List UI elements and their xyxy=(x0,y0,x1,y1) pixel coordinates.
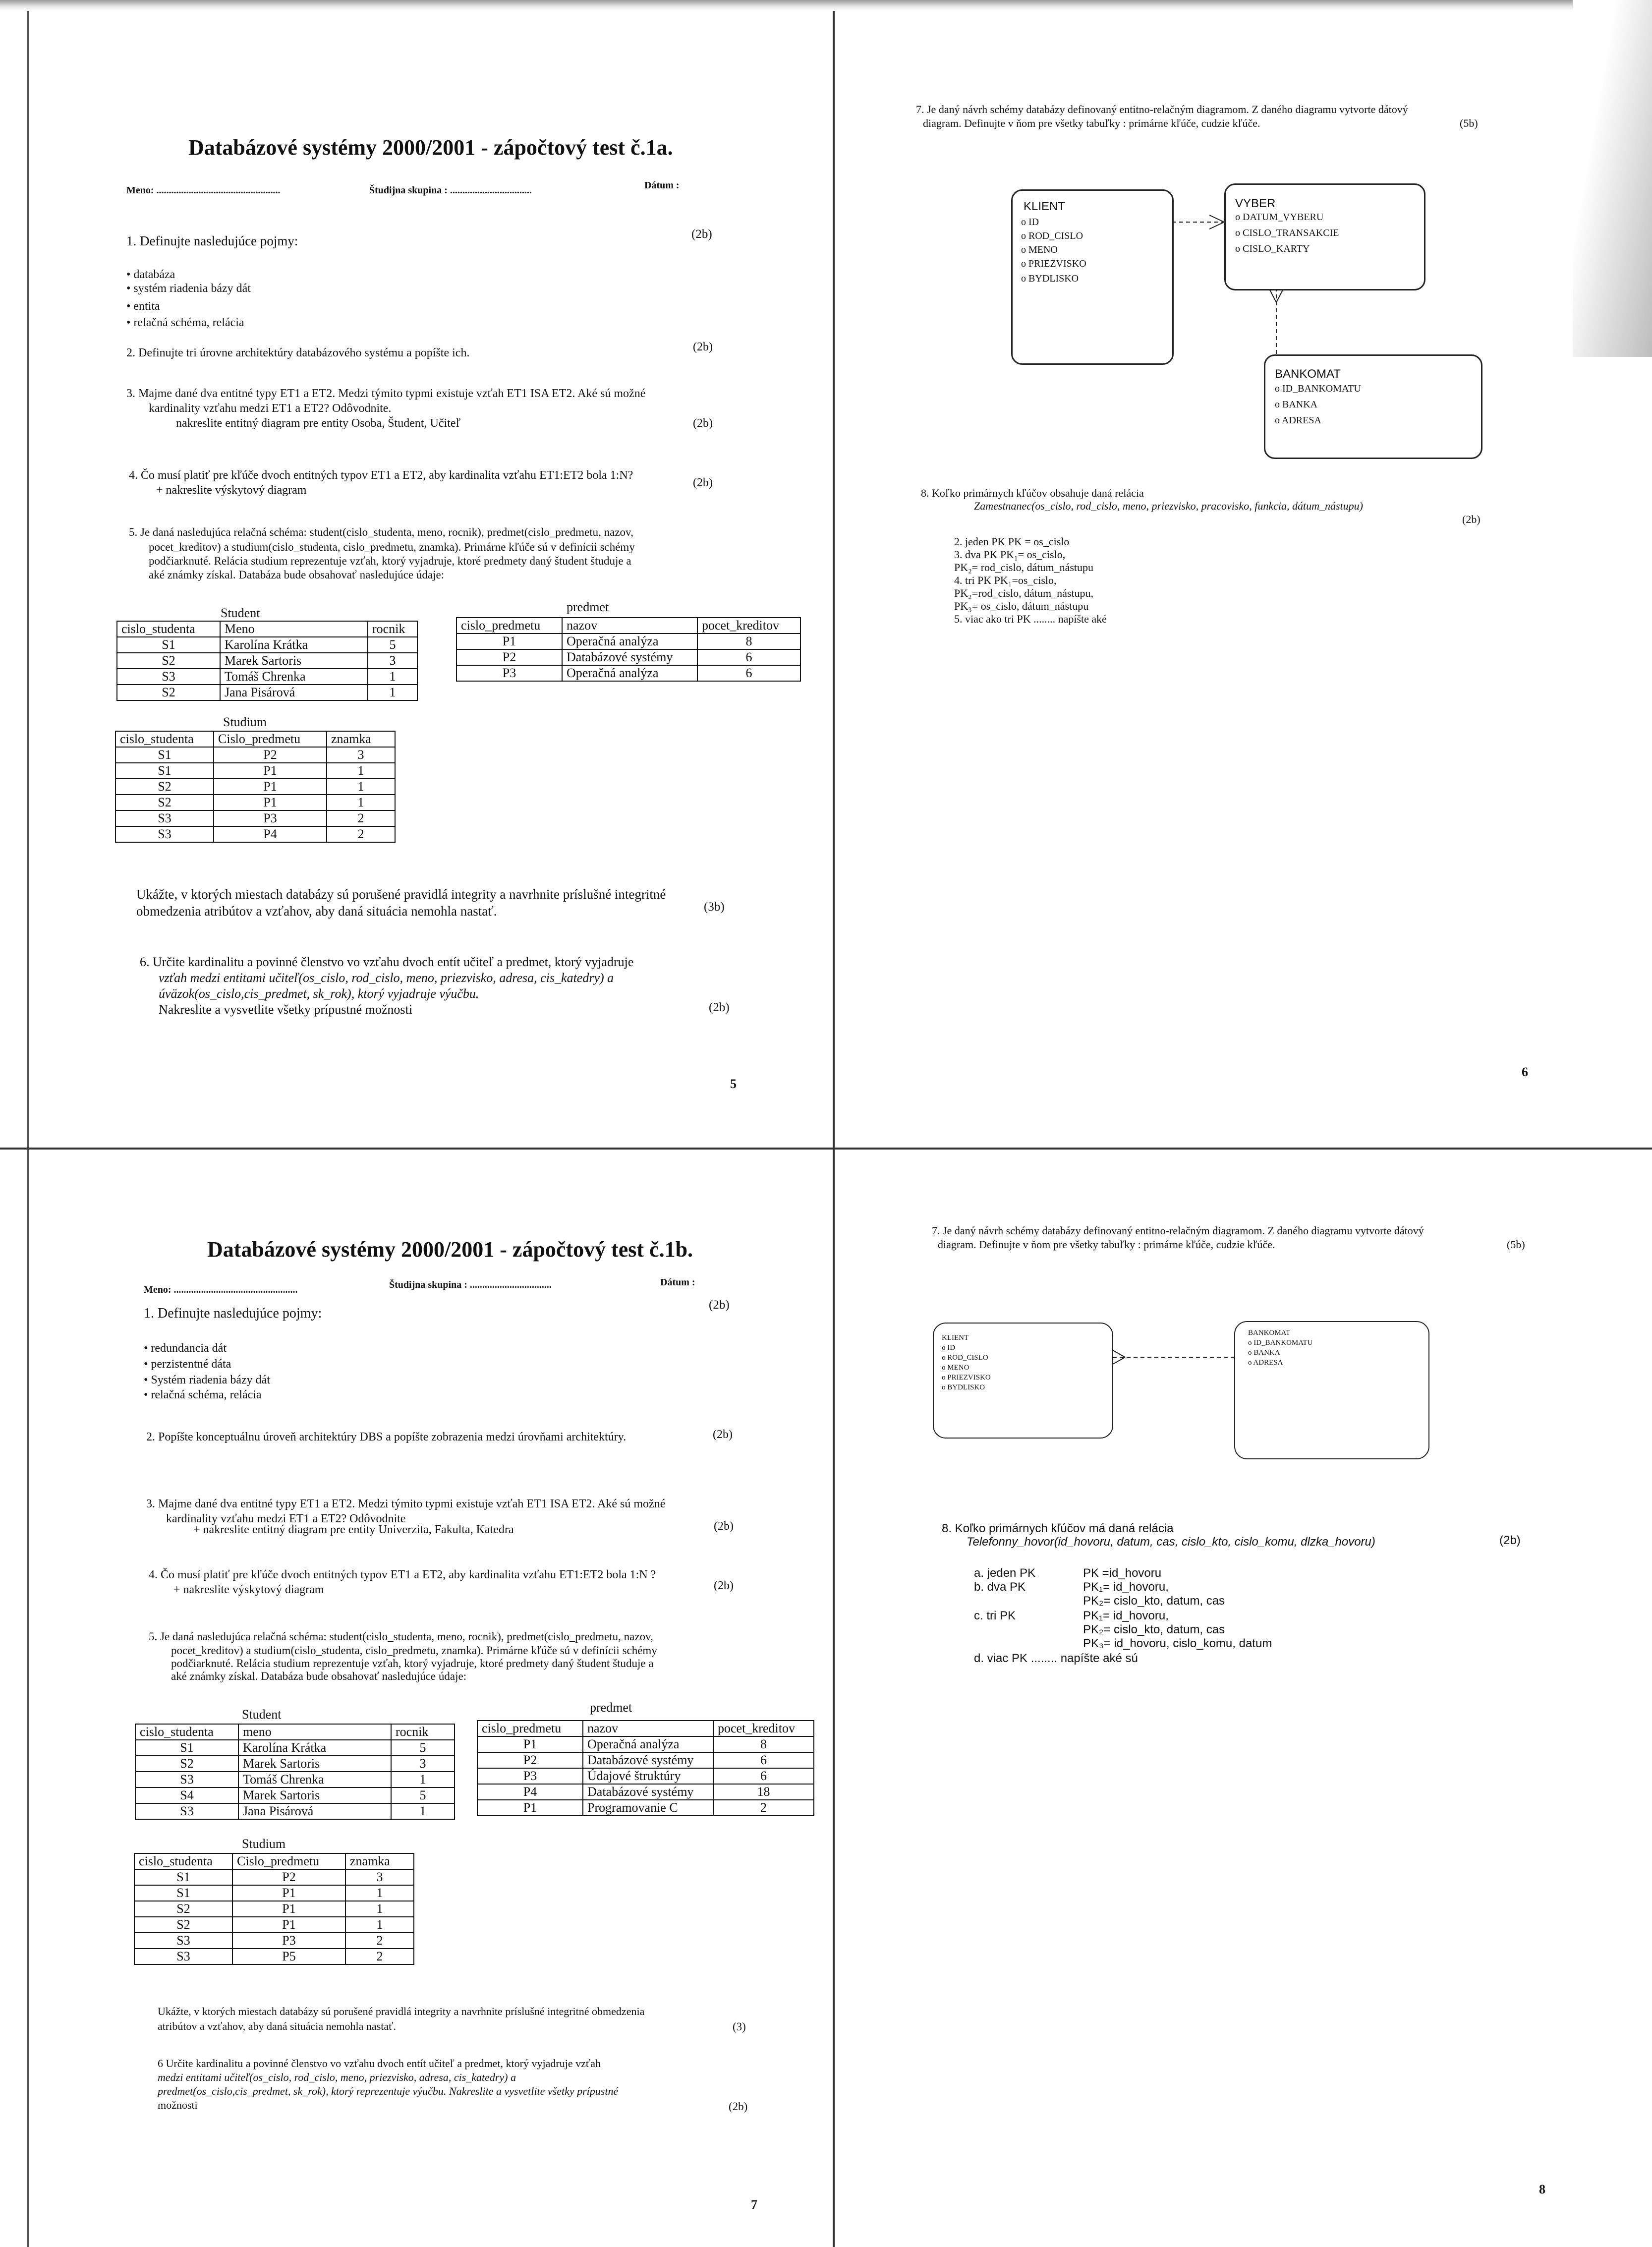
table-cell: Databázové systémy xyxy=(583,1752,713,1768)
question-7-line: diagram. Definujte v ňom pre všetky tabuľky : primárne kľúče, cudzie kľúče. xyxy=(938,1238,1275,1251)
studium-table-caption: Studium xyxy=(223,715,267,729)
studium-table xyxy=(134,1853,414,1965)
q3-points: (2b) xyxy=(693,417,713,430)
table-cell: 5 xyxy=(368,637,417,653)
entity-attribute: o CISLO_KARTY xyxy=(1235,243,1310,254)
table-row xyxy=(115,763,395,779)
entity-title: KLIENT xyxy=(942,1334,969,1342)
table-cell: S3 xyxy=(134,1949,232,1964)
table-row xyxy=(115,826,395,842)
q8-option-value: PK₃= id_hovoru, cislo_komu, datum xyxy=(1083,1637,1272,1650)
question-7-line: 7. Je daný návrh schémy databázy definovaný entitno-relačným diagramom. Z daného diagramu vytvorte dátový xyxy=(932,1224,1424,1237)
question-8-line: 8. Koľko primárnych kľúčov obsahuje daná relácia xyxy=(921,487,1144,499)
table-cell: S3 xyxy=(134,1933,232,1949)
table-cell: 2 xyxy=(345,1933,414,1949)
question-6-line: predmet(os_cislo,cis_predmet, sk_rok), ktorý reprezentuje výučbu. Nakreslite a vysvetlite všetky prípustné xyxy=(158,2085,619,2097)
column-header: Cislo_predmetu xyxy=(214,731,327,747)
q2-points: (2b) xyxy=(713,1428,733,1441)
table-cell: 1 xyxy=(327,795,395,810)
column-header: cislo_studenta xyxy=(135,1724,238,1740)
q8-option-label: b. dva PK xyxy=(974,1580,1026,1594)
q1-item: • relačná schéma, relácia xyxy=(144,1388,262,1401)
table-cell: S2 xyxy=(115,795,214,810)
table-cell: S1 xyxy=(134,1885,232,1901)
column-header: rocnik xyxy=(368,621,417,637)
student-table-caption: Student xyxy=(242,1707,282,1722)
table-row xyxy=(456,649,800,665)
predmet-table xyxy=(456,617,801,682)
table-row xyxy=(477,1768,814,1784)
column-header: nazov xyxy=(562,618,697,634)
q1-item: • redundancia dát xyxy=(144,1342,227,1355)
question-6-line: vzťah medzi entitami učiteľ(os_cislo, rod_cislo, meno, priezvisko, adresa, cis_katedry) a xyxy=(159,971,614,985)
table-header-row xyxy=(135,1724,455,1740)
table-cell: 2 xyxy=(345,1949,414,1964)
table-cell: P2 xyxy=(456,649,562,665)
q1-points: (2b) xyxy=(709,1298,730,1312)
question-3-line: kardinality vzťahu medzi ET1 a ET2? Odôvodnite. xyxy=(149,402,392,415)
table-cell: 3 xyxy=(391,1756,455,1772)
table-cell: Operačná analýza xyxy=(562,634,697,649)
entity-attribute: o MENO xyxy=(1021,244,1058,255)
question-6-line: úväzok(os_cislo,cis_predmet, sk_rok), ktorý vyjadruje výučbu. xyxy=(159,986,479,1001)
table-cell: Operačná analýza xyxy=(583,1736,713,1752)
table-cell: Databázové systémy xyxy=(583,1784,713,1800)
table-row xyxy=(115,810,395,826)
table-cell: S1 xyxy=(135,1740,238,1756)
table-header-row xyxy=(115,731,395,747)
table-row xyxy=(477,1784,814,1800)
integrity-points: (3) xyxy=(733,2020,746,2033)
integrity-points: (3b) xyxy=(704,900,725,914)
table-cell: S1 xyxy=(134,1869,232,1885)
entity-attribute: o ADRESA xyxy=(1248,1359,1283,1367)
q1-item: • relačná schéma, relácia xyxy=(126,316,244,329)
table-row xyxy=(135,1740,455,1756)
q6-points: (2b) xyxy=(709,1001,730,1014)
table-cell: 18 xyxy=(713,1784,814,1800)
question-3-line: + nakreslite entitný diagram pre entity Univerzita, Fakulta, Katedra xyxy=(193,1523,514,1536)
table-cell: 3 xyxy=(368,653,417,669)
predmet-table xyxy=(477,1720,814,1816)
table-cell: Karolína Krátka xyxy=(238,1740,391,1756)
q8-option-value: PK₂= cislo_kto, datum, cas xyxy=(1083,1594,1225,1608)
question-5-line: pocet_kreditov) a studium(cislo_studenta, cislo_predmetu, znamka). Primárne kľúče sú v definícii schémy xyxy=(171,1644,657,1657)
student-table-caption: Student xyxy=(221,606,260,620)
entity-attribute: o PRIEZVISKO xyxy=(942,1374,991,1382)
question-4-line: 4. Čo musí platiť pre kľúče dvoch entitných typov ET1 a ET2, aby kardinalita vzťahu ET1:ET2 bola 1:N? xyxy=(129,469,633,482)
table-cell: 1 xyxy=(368,669,417,685)
table-row xyxy=(135,1803,455,1819)
entity-attribute: o ID_BANKOMATU xyxy=(1275,383,1361,394)
question-6-line: 6. Určite kardinalitu a povinné členstvo vo vzťahu dvoch entít učiteľ a predmet, ktorý vyjadruje xyxy=(140,955,634,969)
entity-title: BANKOMAT xyxy=(1275,367,1341,381)
table-cell: 8 xyxy=(713,1736,814,1752)
question-5-line: podčiarknuté. Relácia studium reprezentuje vzťah, ktorý vyjadruje, ktoré predmety daný študent študuje a xyxy=(149,555,631,567)
entity-attribute: o ID_BANKOMATU xyxy=(1248,1339,1313,1347)
q4-points: (2b) xyxy=(714,1579,734,1592)
question-6-line: možnosti xyxy=(158,2099,198,2111)
table-cell: 5 xyxy=(391,1740,455,1756)
entity-attribute: o BANKA xyxy=(1248,1349,1280,1357)
table-cell: S2 xyxy=(117,685,220,700)
table-cell: S2 xyxy=(115,779,214,795)
integrity-question-line: Ukážte, v ktorých miestach databázy sú porušené pravidlá integrity a navrhnite príslušné integritné xyxy=(136,887,666,902)
table-cell: 1 xyxy=(327,779,395,795)
q1-item: • entita xyxy=(126,300,160,313)
table-cell: S1 xyxy=(117,637,220,653)
q8-option-value: PK =id_hovoru xyxy=(1083,1566,1162,1580)
table-cell: Jana Pisárová xyxy=(238,1803,391,1819)
table-cell: 2 xyxy=(327,826,395,842)
meno-label: Meno: .................................................. xyxy=(144,1284,298,1295)
q1-item: • perzistentné dáta xyxy=(144,1358,231,1371)
table-cell: 1 xyxy=(391,1803,455,1819)
table-cell: P1 xyxy=(232,1885,345,1901)
table-row xyxy=(117,653,417,669)
entity-title: VYBER xyxy=(1235,197,1276,210)
table-cell: 6 xyxy=(697,649,800,665)
table-cell: 1 xyxy=(368,685,417,700)
q8-answer: PK₃= os_cislo, dátum_nástupu xyxy=(954,600,1089,612)
table-row xyxy=(135,1756,455,1772)
question-8-line: Zamestnanec(os_cislo, rod_cislo, meno, priezvisko, pracovisko, funkcia, dátum_nástupu) xyxy=(974,500,1363,512)
question-8-line: Telefonny_hovor(id_hovoru, datum, cas, cislo_kto, cislo_komu, dlzka_hovoru) xyxy=(967,1535,1375,1549)
q7-points: (5b) xyxy=(1460,117,1478,129)
entity-attribute: o PRIEZVISKO xyxy=(1021,258,1086,269)
entity-attribute: o DATUM_VYBERU xyxy=(1235,212,1324,223)
entity-attribute: o BYDLISKO xyxy=(1021,273,1079,284)
table-header-row xyxy=(456,618,800,634)
q6-points: (2b) xyxy=(729,2100,748,2113)
column-header: cislo_predmetu xyxy=(477,1721,583,1736)
question-2: 2. Popíšte konceptuálnu úroveň architektúry DBS a popíšte zobrazenia medzi úrovňami architektúry. xyxy=(146,1431,627,1443)
table-row xyxy=(134,1917,414,1933)
question-7-line: 7. Je daný návrh schémy databázy definovaný entitno-relačným diagramom. Z daného diagramu vytvorte dátový xyxy=(916,103,1408,115)
q2-points: (2b) xyxy=(693,341,713,353)
table-cell: P2 xyxy=(214,747,327,763)
q8-answer: PK₂=rod_cislo, dátum_nástupu, xyxy=(954,587,1094,599)
table-row xyxy=(134,1933,414,1949)
table-header-row xyxy=(117,621,417,637)
question-5-line: podčiarknuté. Relácia studium reprezentuje vzťah, ktorý vyjadruje, ktoré predmety daný študent študuje a xyxy=(171,1657,654,1670)
table-cell: P1 xyxy=(214,795,327,810)
question-3-line: nakreslite entitný diagram pre entity Osoba, Študent, Učiteľ xyxy=(176,417,461,430)
integrity-question-line: Ukážte, v ktorých miestach databázy sú porušené pravidlá integrity a navrhnite príslušné integritné obmedzenia xyxy=(158,2005,645,2017)
q8-option-value: PK₂= cislo_kto, datum, cas xyxy=(1083,1623,1225,1636)
question-4-line: 4. Čo musí platiť pre kľúče dvoch entitných typov ET1 a ET2, aby kardinalita vzťahu ET1:ET2 bola 1:N ? xyxy=(149,1568,656,1581)
table-row xyxy=(477,1752,814,1768)
table-cell: P1 xyxy=(477,1800,583,1816)
table-cell: Marek Sartoris xyxy=(238,1756,391,1772)
column-header: cislo_studenta xyxy=(117,621,220,637)
table-row xyxy=(134,1885,414,1901)
table-cell: S4 xyxy=(135,1787,238,1803)
table-cell: P2 xyxy=(232,1869,345,1885)
table-cell: Marek Sartoris xyxy=(238,1787,391,1803)
q8-answer: 2. jeden PK PK = os_cislo xyxy=(954,535,1070,548)
column-header: meno xyxy=(238,1724,391,1740)
q8-option-label: d. viac PK ........ napíšte aké sú xyxy=(974,1652,1138,1665)
table-cell: 8 xyxy=(697,634,800,649)
meno-label: Meno: .................................................. xyxy=(126,185,281,196)
table-row xyxy=(115,779,395,795)
page-title: Databázové systémy 2000/2001 - zápočtový test č.1a. xyxy=(188,135,673,160)
question-6-line: 6 Určite kardinalitu a povinné členstvo vo vzťahu dvoch entít učiteľ a predmet, ktorý vyjadruje vzťah xyxy=(158,2057,601,2070)
table-cell: S2 xyxy=(117,653,220,669)
table-cell: P3 xyxy=(214,810,327,826)
q8-option-value: PK₁= id_hovoru, xyxy=(1083,1609,1169,1622)
skupina-label: Študijna skupina : ................................. xyxy=(389,1279,552,1290)
predmet-table-caption: predmet xyxy=(590,1700,632,1715)
table-cell: S3 xyxy=(135,1772,238,1787)
table-row xyxy=(477,1800,814,1816)
page-number: 7 xyxy=(751,2197,757,2212)
question-3-line: 3. Majme dané dva entitné typy ET1 a ET2. Medzi týmito typmi existuje vzťah ET1 ISA ET2. Aké sú možné xyxy=(146,1498,666,1510)
q8-answer: 5. viac ako tri PK ........ napíšte aké xyxy=(954,613,1107,625)
q8-option-label: c. tri PK xyxy=(974,1609,1016,1622)
q8-option-label: a. jeden PK xyxy=(974,1566,1036,1580)
q8-answer: PK₂= rod_cislo, dátum_nástupu xyxy=(954,561,1094,574)
table-cell: S2 xyxy=(134,1901,232,1917)
table-cell: P5 xyxy=(232,1949,345,1964)
table-cell: S3 xyxy=(135,1803,238,1819)
column-header: Meno xyxy=(220,621,368,637)
table-cell: Marek Sartoris xyxy=(220,653,368,669)
entity-attribute: o MENO xyxy=(942,1364,969,1372)
question-1: 1. Definujte nasledujúce pojmy: xyxy=(144,1306,322,1321)
q1-item: • systém riadenia bázy dát xyxy=(126,282,251,295)
question-2: 2. Definujte tri úrovne architektúry databázového systému a popíšte ich. xyxy=(126,346,470,359)
entity-attribute: o ID xyxy=(1021,217,1039,228)
horizontal-divider xyxy=(0,1148,1652,1150)
table-cell: Operačná analýza xyxy=(562,665,697,681)
entity-attribute: o CISLO_TRANSAKCIE xyxy=(1235,228,1339,238)
question-5-line: pocet_kreditov) a studium(cislo_studenta, cislo_predmetu, znamka). Primárne kľúče sú v definícii schémy xyxy=(149,541,635,553)
datum-label: Dátum : xyxy=(660,1277,695,1288)
entity-attribute: o ROD_CISLO xyxy=(942,1354,988,1362)
question-5-line: aké známky získal. Databáza bude obsahovať nasledujúce údaje: xyxy=(171,1670,467,1682)
q1-item: • databáza xyxy=(126,268,175,281)
table-cell: Tomáš Chrenka xyxy=(220,669,368,685)
predmet-table-caption: predmet xyxy=(567,600,609,614)
table-cell: 2 xyxy=(713,1800,814,1816)
table-row xyxy=(456,634,800,649)
datum-label: Dátum : xyxy=(644,180,680,191)
page-number: 5 xyxy=(730,1077,737,1091)
table-cell: P3 xyxy=(232,1933,345,1949)
q8-answer: 4. tri PK PK₁=os_cislo, xyxy=(954,574,1057,586)
table-row xyxy=(117,637,417,653)
question-6-line: medzi entitami učiteľ(os_cislo, rod_cislo, meno, priezvisko, adresa, cis_katedry) a xyxy=(158,2071,516,2083)
table-cell: 5 xyxy=(391,1787,455,1803)
entity-attribute: o BANKA xyxy=(1275,399,1318,410)
table-row xyxy=(117,685,417,700)
table-cell: P2 xyxy=(477,1752,583,1768)
question-5-line: aké známky získal. Databáza bude obsahovať nasledujúce údaje: xyxy=(149,569,445,581)
table-header-row xyxy=(134,1853,414,1869)
table-cell: 1 xyxy=(345,1917,414,1933)
question-7-line: diagram. Definujte v ňom pre všetky tabuľky : primárne kľúče, cudzie kľúče. xyxy=(923,117,1260,129)
skupina-label: Študijna skupina : ................................. xyxy=(369,185,532,196)
table-cell: P1 xyxy=(477,1736,583,1752)
table-cell: S3 xyxy=(117,669,220,685)
student-table xyxy=(135,1724,455,1820)
q3-points: (2b) xyxy=(714,1520,734,1533)
table-cell: 6 xyxy=(713,1752,814,1768)
q7-points: (5b) xyxy=(1507,1238,1525,1251)
table-cell: 3 xyxy=(327,747,395,763)
q8-points: (2b) xyxy=(1462,513,1481,525)
table-cell: S3 xyxy=(115,810,214,826)
table-cell: P1 xyxy=(214,779,327,795)
table-cell: P1 xyxy=(456,634,562,649)
q1-item: • Systém riadenia bázy dát xyxy=(144,1374,270,1386)
table-cell: P1 xyxy=(232,1901,345,1917)
entity-attribute: o ROD_CISLO xyxy=(1021,230,1083,241)
table-row xyxy=(135,1787,455,1803)
table-cell: P3 xyxy=(477,1768,583,1784)
table-row xyxy=(134,1901,414,1917)
q8-option-value: PK₁= id_hovoru, xyxy=(1083,1580,1169,1594)
column-header: rocnik xyxy=(391,1724,455,1740)
table-cell: Databázové systémy xyxy=(562,649,697,665)
table-cell: 1 xyxy=(345,1901,414,1917)
column-header: nazov xyxy=(583,1721,713,1736)
table-cell: 1 xyxy=(345,1885,414,1901)
entity-attribute: o ADRESA xyxy=(1275,415,1321,426)
table-row xyxy=(456,665,800,681)
integrity-question-line: atribútov a vzťahov, aby daná situácia nemohla nastať. xyxy=(158,2020,397,2032)
table-cell: S1 xyxy=(115,747,214,763)
question-4-line: + nakreslite výskytový diagram xyxy=(156,484,307,497)
table-cell: P4 xyxy=(214,826,327,842)
column-header: pocet_kreditov xyxy=(713,1721,814,1736)
table-cell: Jana Pisárová xyxy=(220,685,368,700)
column-header: Cislo_predmetu xyxy=(232,1853,345,1869)
entity-attribute: o ID xyxy=(942,1344,956,1352)
table-cell: 2 xyxy=(327,810,395,826)
q8-points: (2b) xyxy=(1499,1534,1521,1547)
table-cell: Karolína Krátka xyxy=(220,637,368,653)
table-cell: P4 xyxy=(477,1784,583,1800)
page-number: 6 xyxy=(1522,1065,1528,1079)
question-1: 1. Definujte nasledujúce pojmy: xyxy=(126,233,298,248)
entity-title: KLIENT xyxy=(1024,200,1066,213)
table-row xyxy=(117,669,417,685)
table-row xyxy=(134,1869,414,1885)
table-cell: P1 xyxy=(214,763,327,779)
entity-attribute: o BYDLISKO xyxy=(942,1383,985,1391)
column-header: cislo_studenta xyxy=(134,1853,232,1869)
table-cell: S2 xyxy=(134,1917,232,1933)
integrity-question-line: obmedzenia atribútov a vzťahov, aby daná situácia nemohla nastať. xyxy=(136,904,497,919)
table-cell: 6 xyxy=(697,665,800,681)
table-row xyxy=(115,747,395,763)
table-cell: S3 xyxy=(115,826,214,842)
table-row xyxy=(134,1949,414,1964)
q4-points: (2b) xyxy=(693,476,713,489)
question-6-line: Nakreslite a vysvetlite všetky prípustné možnosti xyxy=(159,1002,412,1017)
question-8-line: 8. Koľko primárnych kľúčov má daná relácia xyxy=(942,1522,1174,1535)
table-cell: Údajové štruktúry xyxy=(583,1768,713,1784)
table-row xyxy=(115,795,395,810)
table-row xyxy=(135,1772,455,1787)
question-3-line: 3. Majme dané dva entitné typy ET1 a ET2. Medzi týmito typmi existuje vzťah ET1 ISA ET2. Aké sú možné xyxy=(126,387,646,400)
column-header: znamka xyxy=(327,731,395,747)
table-cell: 1 xyxy=(327,763,395,779)
table-cell: S1 xyxy=(115,763,214,779)
table-cell: P1 xyxy=(232,1917,345,1933)
column-header: cislo_predmetu xyxy=(456,618,562,634)
question-4-line: + nakreslite výskytový diagram xyxy=(173,1583,324,1596)
column-header: znamka xyxy=(345,1853,414,1869)
q8-answer: 3. dva PK PK₁= os_cislo, xyxy=(954,548,1066,561)
studium-table-caption: Studium xyxy=(242,1837,286,1851)
table-cell: S2 xyxy=(135,1756,238,1772)
q1-points: (2b) xyxy=(691,228,712,241)
table-cell: 3 xyxy=(345,1869,414,1885)
table-row xyxy=(477,1736,814,1752)
question-5-line: 5. Je daná nasledujúca relačná schéma: student(cislo_studenta, meno, rocnik), predmet(cislo_predmetu, nazov, xyxy=(129,526,633,538)
column-header: pocet_kreditov xyxy=(697,618,800,634)
question-3-line: kardinality vzťahu medzi ET1 a ET2? Odôvodnite xyxy=(166,1512,406,1525)
column-header: cislo_studenta xyxy=(115,731,214,747)
entity-title: BANKOMAT xyxy=(1248,1329,1291,1337)
studium-table xyxy=(115,731,396,843)
table-header-row xyxy=(477,1721,814,1736)
table-cell: 1 xyxy=(391,1772,455,1787)
student-table xyxy=(116,621,418,701)
table-cell: Tomáš Chrenka xyxy=(238,1772,391,1787)
page-title: Databázové systémy 2000/2001 - zápočtový test č.1b. xyxy=(207,1237,693,1262)
table-cell: P3 xyxy=(456,665,562,681)
page-number: 8 xyxy=(1539,2182,1545,2196)
table-cell: Programovanie C xyxy=(583,1800,713,1816)
question-5-line: 5. Je daná nasledujúca relačná schéma: student(cislo_studenta, meno, rocnik), predmet(cislo_predmetu, nazov, xyxy=(149,1630,653,1643)
table-cell: 6 xyxy=(713,1768,814,1784)
